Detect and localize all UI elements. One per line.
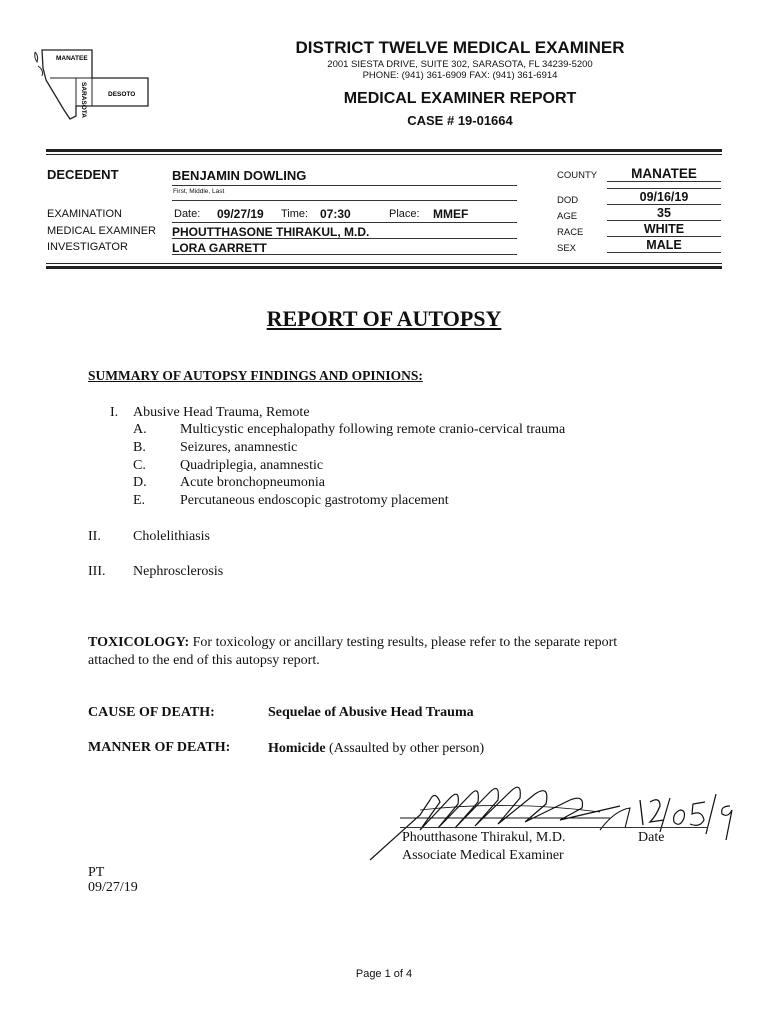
finding-i-b-text: Seizures, anamnestic [180, 440, 298, 455]
finding-i-d-text: Acute bronchopneumonia [180, 475, 326, 490]
signer-title: Associate Medical Examiner [402, 848, 564, 863]
header-phone: PHONE: (941) 361-6909 FAX: (941) 361-6914 [362, 70, 558, 81]
investigator-line [172, 239, 517, 255]
exam-time-label: Time: [281, 208, 309, 220]
exam-place-label: Place: [389, 208, 420, 220]
exam-time: 07:30 [320, 207, 351, 221]
finding-i-d-letter: D. [133, 475, 147, 490]
age-value: 35 [607, 206, 721, 221]
finding-i-c-letter: C. [133, 458, 146, 473]
signature-rule [400, 827, 708, 828]
finding-iii-text: Nephrosclerosis [133, 564, 224, 579]
exam-place: MMEF [433, 207, 469, 221]
toxicology-text-2: attached to the end of this autopsy report. [88, 653, 320, 668]
sex-value: MALE [607, 238, 721, 253]
county-map-logo [30, 40, 155, 125]
autopsy-title [0, 306, 768, 332]
exam-date-label: Date: [174, 208, 201, 220]
finding-i-c-text: Quadriplegia, anamnestic [180, 458, 324, 473]
toxicology-text-1: For toxicology or ancillary testing results, please refer to the separate report [192, 635, 618, 650]
decedent-name: BENJAMIN DOWLING [172, 168, 307, 183]
report-title: MEDICAL EXAMINER REPORT [343, 90, 577, 107]
age-label: AGE [557, 211, 578, 222]
logo-county-manatee: MANATEE [56, 55, 88, 62]
cause-value: Sequelae of Abusive Head Trauma [268, 705, 474, 720]
mid-rule-thick [46, 266, 722, 269]
toxicology-label: TOXICOLOGY: [88, 635, 190, 650]
mid-rule-thin [46, 263, 722, 264]
signature-date-label: Date [638, 830, 665, 845]
finding-i-num: I. [110, 405, 119, 420]
race-value: WHITE [607, 222, 721, 237]
race-label: RACE [557, 227, 584, 238]
county-value: MANATEE [607, 166, 721, 182]
case-label: CASE # [407, 113, 455, 128]
page-number: Page 1 of 4 [355, 968, 413, 980]
top-rule-thick [46, 149, 722, 152]
top-rule-thin [46, 154, 722, 155]
finding-i-a-text: Multicystic encephalopathy following remote cranio-cervical trauma [180, 422, 566, 437]
medical-examiner-label: MEDICAL EXAMINER [47, 225, 157, 237]
decedent-name-line [172, 167, 517, 186]
finding-i-a-letter: A. [133, 422, 147, 437]
logo-county-sarasota: SARASOTA [80, 82, 87, 118]
finding-ii-text: Cholelithiasis [133, 529, 210, 544]
case-number: 19-01664 [457, 113, 513, 128]
signer-name: Phoutthasone Thirakul, M.D. [402, 830, 566, 845]
cause-label: CAUSE OF DEATH: [88, 705, 215, 720]
dod-label: DOD [557, 195, 579, 206]
manner-note: (Assaulted by other person) [329, 741, 485, 756]
autopsy-title-text: REPORT OF AUTOPSY [266, 306, 502, 331]
manner-label: MANNER OF DEATH: [88, 740, 231, 755]
county-label: COUNTY [557, 170, 598, 181]
finding-i-e-text: Percutaneous endoscopic gastrotomy placement [180, 493, 449, 508]
header-address: 2001 SIESTA DRIVE, SUITE 302, SARASOTA, FL 34239-5200 [327, 59, 593, 70]
blank-line [172, 199, 517, 201]
case-number-line [150, 113, 768, 128]
initials-code: PT [88, 865, 105, 880]
examination-label: EXAMINATION [47, 208, 122, 220]
investigator-label: INVESTIGATOR [47, 241, 128, 253]
finding-i-e-letter: E. [133, 493, 146, 508]
finding-i-text: Abusive Head Trauma, Remote [133, 405, 310, 420]
finding-ii-num: II. [88, 529, 101, 544]
dod-value: 09/16/19 [607, 190, 721, 205]
name-hint: First, Middle, Last [173, 188, 225, 195]
header-org: DISTRICT TWELVE MEDICAL EXAMINER [295, 38, 625, 57]
manner-value: Homicide [268, 741, 326, 756]
sex-label: SEX [557, 243, 577, 254]
investigator-name: LORA GARRETT [172, 241, 267, 255]
initials-date: 09/27/19 [88, 880, 138, 895]
logo-county-desoto: DESOTO [108, 91, 136, 98]
exam-date: 09/27/19 [217, 207, 264, 221]
medical-examiner-line [172, 223, 517, 239]
toxicology-paragraph [88, 634, 688, 651]
summary-heading: SUMMARY OF AUTOPSY FINDINGS AND OPINIONS: [88, 368, 423, 383]
decedent-label: DECEDENT [47, 167, 119, 182]
medical-examiner-name: PHOUTTHASONE THIRAKUL, M.D. [172, 225, 370, 239]
county-second-line [607, 187, 721, 189]
finding-i-b-letter: B. [133, 440, 146, 455]
manner-line [268, 740, 484, 757]
finding-iii-num: III. [88, 564, 106, 579]
